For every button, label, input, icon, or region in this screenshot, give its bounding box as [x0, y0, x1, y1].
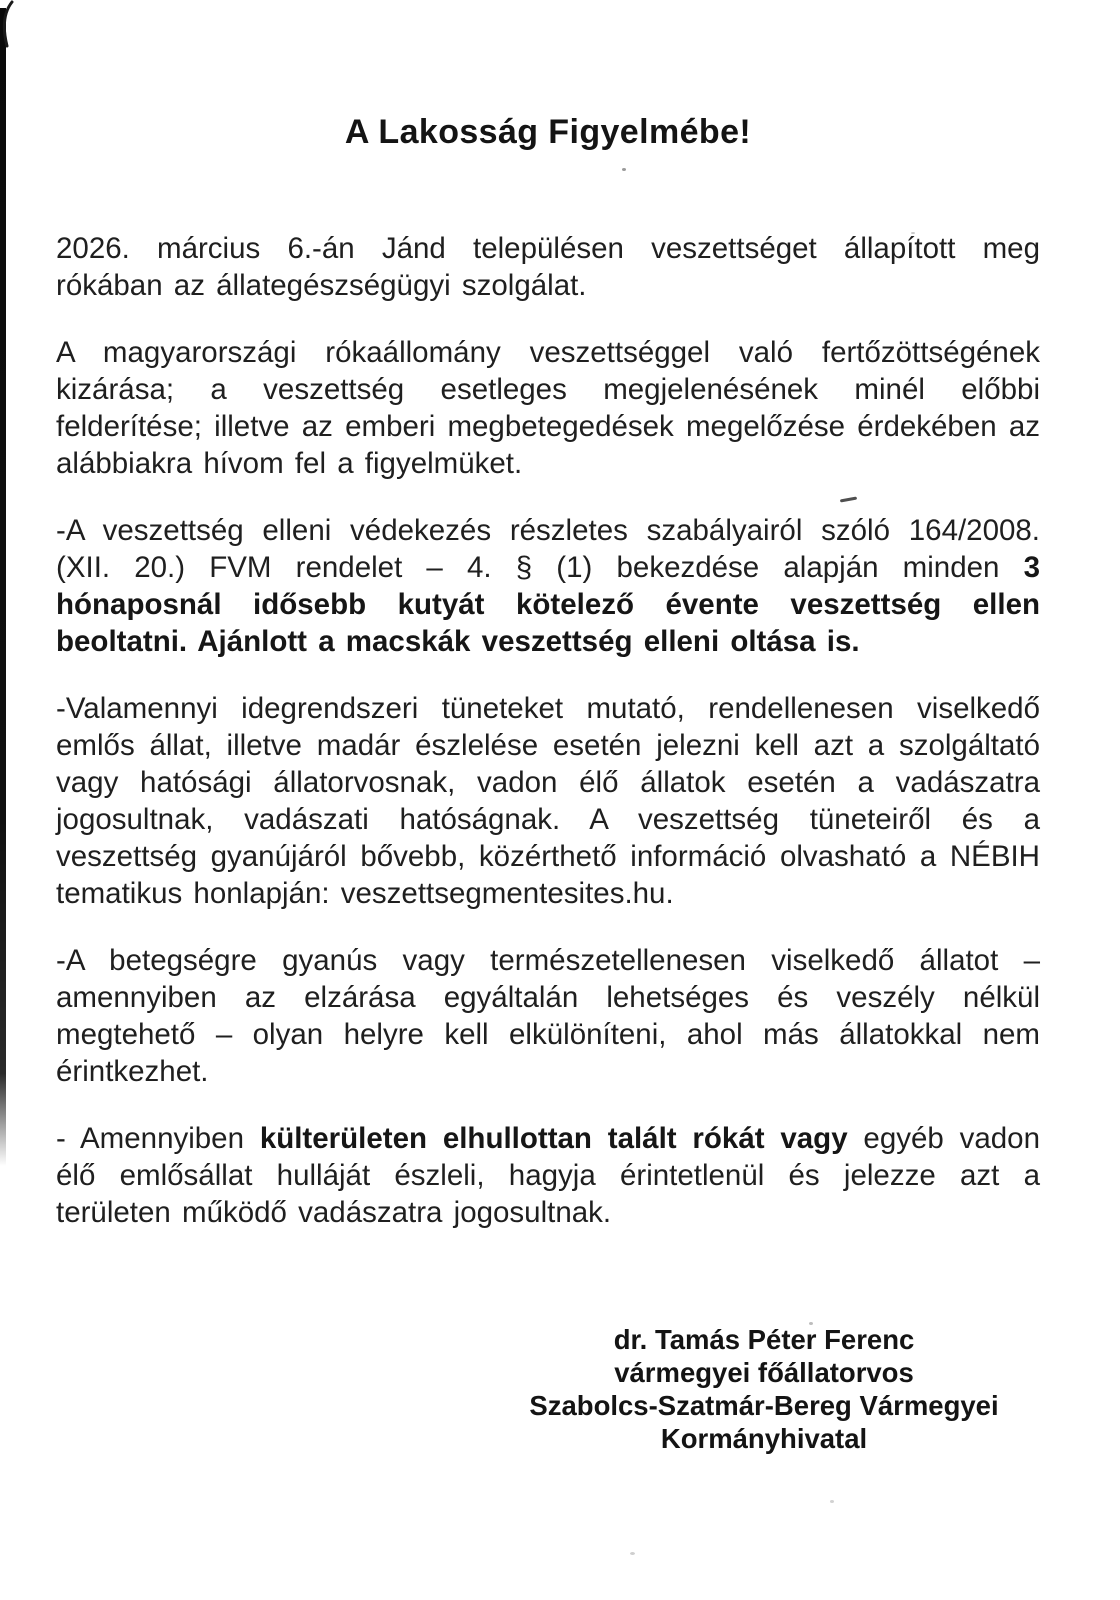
paragraph-run: -A veszettség elleni védekezés részletes szabályairól szóló 164/2008. (XII. 20.) FVM rendelet – 4. § (1) bekezdése alapján minden	[56, 514, 1040, 584]
paragraph	[56, 334, 1040, 482]
signature-line: vármegyei főállatorvos	[614, 1357, 914, 1388]
paragraph	[56, 230, 1040, 304]
paragraph	[56, 690, 1040, 912]
paragraph-run: -Valamennyi idegrendszeri tüneteket mutató, rendellenesen viselkedő emlős állat, illetve madár észlelése esetén jelezni kell azt a szolgáltató vagy hatósági állatorvosnak, vadon élő állatok esetén a vadászatra jogosultnak, vadászati hatóságnak. A veszettség tüneteiről és a veszettség gyanújáról bővebb, közérthető információ olvasható a NÉBIH tematikus honlapján: veszettsegmentesites.hu.	[56, 692, 1040, 910]
document-paragraphs	[56, 230, 1040, 1231]
scan-speck	[630, 1552, 635, 1555]
signature-block	[502, 1323, 1026, 1455]
paragraph-bold-run: külterületen elhullottan talált rókát vagy	[259, 1122, 848, 1155]
signature-line: Szabolcs-Szatmár-Bereg Vármegyei	[529, 1390, 999, 1421]
paragraph-run: - Amennyiben	[56, 1122, 260, 1155]
scan-speck	[830, 1500, 834, 1503]
paragraph-run: egyéb vadon élő emlősállat hulláját észleli, hagyja érintetlenül és jelezze azt a területen működő vadászatra jogosultnak.	[56, 1122, 1040, 1229]
scan-artifact-corner-mark	[0, 0, 20, 48]
paragraph	[56, 512, 1040, 660]
paragraph	[56, 1120, 1040, 1231]
document-title: A Lakosság Figyelmébe!	[344, 113, 752, 151]
paragraph-run: 2026. március 6.-án Jánd településen veszettséget állapított meg rókában az állategészségügyi szolgálat.	[56, 232, 1040, 302]
paragraph-run: A magyarországi rókaállomány veszettséggel való fertőzöttségének kizárása; a veszettség esetleges megjelenésének minél előbbi felderítése; illetve az emberi megbetegedések megelőzése érdekében az alábbiakra hívom fel a figyelmüket.	[56, 336, 1040, 480]
signature-line: dr. Tamás Péter Ferenc	[613, 1324, 915, 1355]
paragraph-run: -A betegségre gyanús vagy természetellenesen viselkedő állatot – amennyiben az elzárása egyáltalán lehetséges és veszély nélkül megtehető – olyan helyre kell elkülöníteni, ahol más állatokkal nem érintkezhet.	[56, 944, 1040, 1088]
paragraph-bold-run: 3 hónaposnál idősebb kutyát kötelező évente veszettség ellen beoltatni. Ajánlott a macskák veszettség elleni oltása is.	[56, 551, 1040, 658]
signature-line: Kormányhivatal	[660, 1423, 868, 1454]
paragraph	[56, 942, 1040, 1090]
scan-artifact-left-edge-line	[0, 8, 6, 1166]
document-content	[56, 0, 1040, 1455]
